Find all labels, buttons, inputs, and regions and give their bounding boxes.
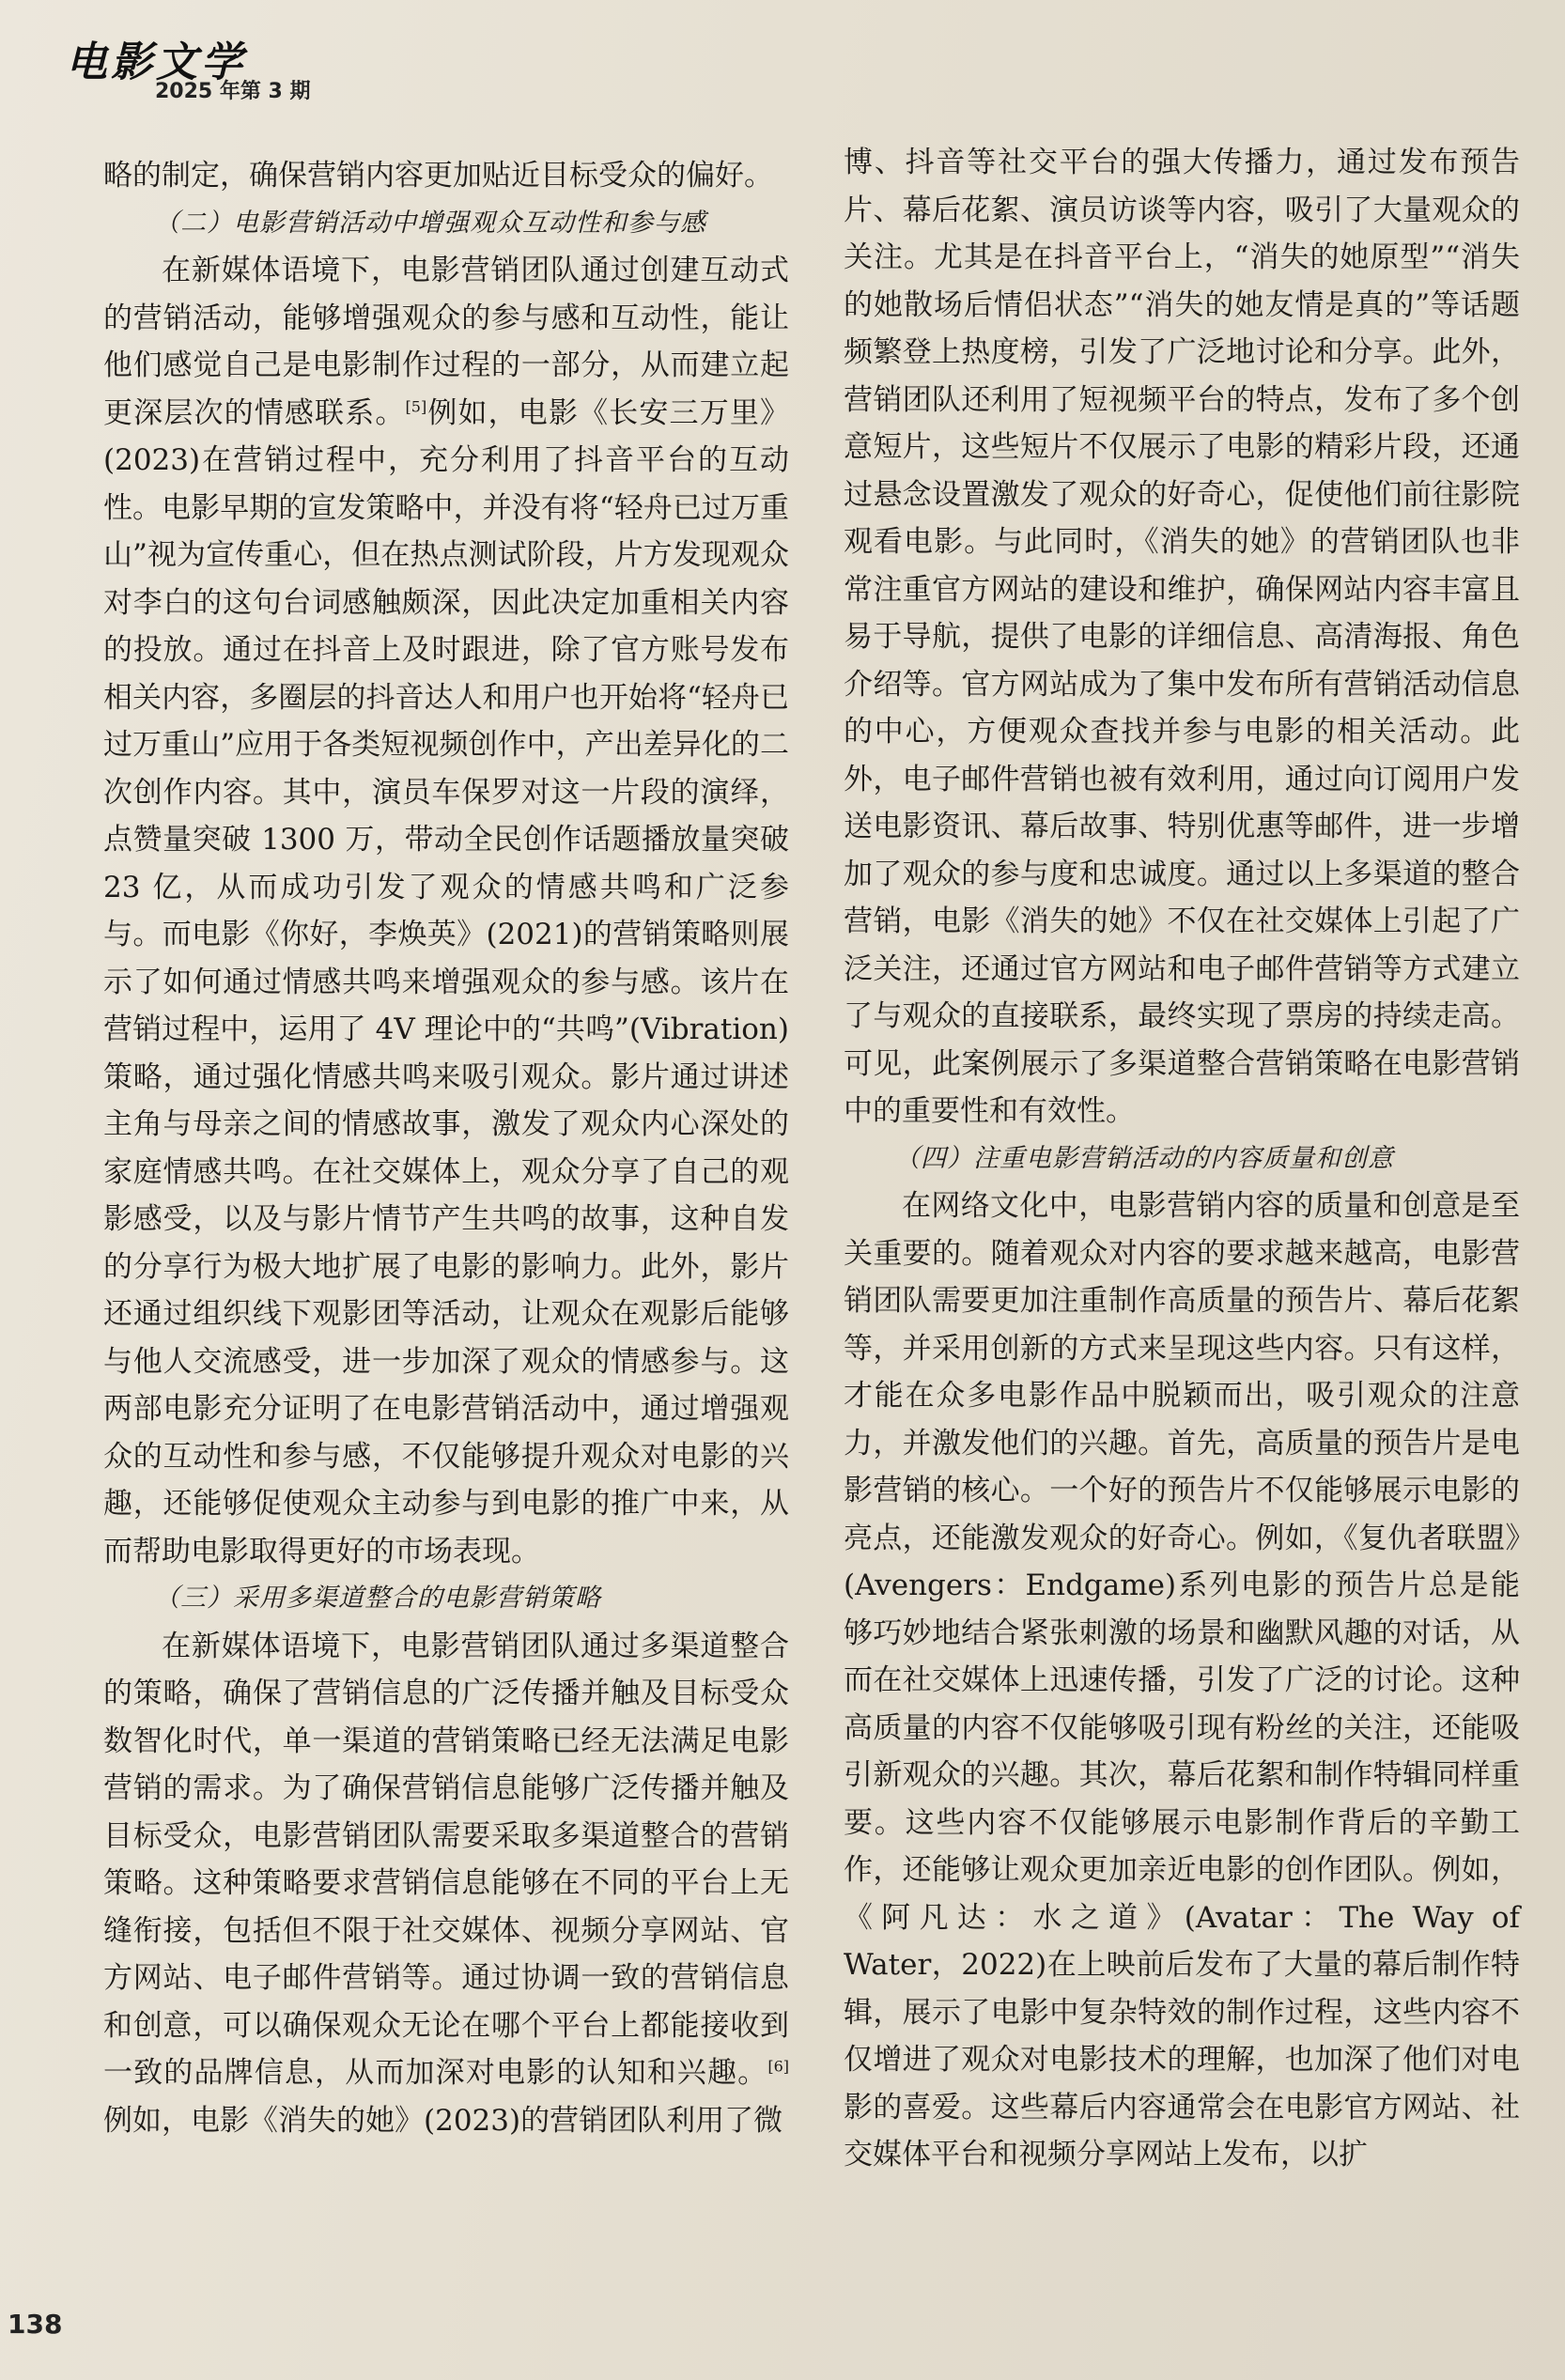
paragraph-text: 在新媒体语境下，电影营销团队通过多渠道整合的策略，确保了营销信息的广泛传播并触及目标受众数智化时代，单一渠道的营销策略已经无法满足电影营销的需求。为了确保营销信息能够广泛传播并触及目标受众，电影营销团队需要采取多渠道整合的营销策略。这种策略要求营销信息能够在不同的平台上无缝衔接，包括但不限于社交媒体、视频分享网站、官方网站、电子邮件营销等。通过协调一致的营销信息和创意，可以确保观众无论在哪个平台上都能接收到一致的品牌信息，从而加深对电影的认知和兴趣。 [103, 1629, 789, 2090]
section-heading-4: （四）注重电影营销活动的内容质量和创意 [894, 1143, 1394, 1173]
paragraph [103, 1623, 789, 2145]
left-column [103, 152, 789, 2144]
right-column [844, 139, 1520, 2179]
journal-issue: 2025 年第 3 期 [155, 80, 311, 103]
section-heading-3: （三）采用多渠道整合的电影营销策略 [154, 1584, 601, 1613]
paragraph-text: 例如，电影《长安三万里》(2023)在营销过程中，充分利用了抖音平台的互动性。电影早期的宣发策略中，并没有将“轻舟已过万重山”视为宣传重心，但在热点测试阶段，片方发现观众对李白的这句台词感触颇深，因此决定加重相关内容的投放。通过在抖音上及时跟进，除了官方账号发布相关内容，多圈层的抖音达人和用户也开始将“轻舟已过万重山”应用于各类短视频创作中，产出差异化的二次创作内容。其中，演员车保罗对这一片段的演绎，点赞量突破 1300 万，带动全民创作话题播放量突破 23 亿，从而成功引发了观众的情感共鸣和广泛参与。而电影《你好，李焕英》(2021)的营销策略则展示了如何通过情感共鸣来增强观众的参与感。该片在营销过程中，运用了 4V 理论中的“共鸣”(Vibration)策略，通过强化情感共鸣来吸引观众。影片通过讲述主角与母亲之间的情感故事，激发了观众内心深处的家庭情感共鸣。在社交媒体上，观众分享了自己的观影感受，以及与影片情节产生共鸣的故事，这种自发的分享行为极大地扩展了电影的影响力。此外，影片还通过组织线下观影团等活动，让观众在观影后能够与他人交流感受，进一步加深了观众的情感参与。这两部电影充分证明了在电影营销活动中，通过增强观众的互动性和参与感，不仅能够提升观众对电影的兴趣，还能够促使观众主动参与到电影的推广中来，从而帮助电影取得更好的市场表现。 [103, 395, 790, 1569]
paragraph-text: 在新媒体语境下，电影营销团队通过创建互动式的营销活动，能够增强观众的参与感和互动性，能让他们感觉自己是电影制作过程的一部分，从而建立起更深层次的情感联系。 [103, 254, 789, 430]
paragraph-text: 例如，电影《消失的她》(2023)的营销团队利用了微 [103, 2103, 783, 2138]
paragraph [103, 247, 789, 1575]
page-number: 138 [8, 2309, 63, 2340]
reference-marker: [5] [405, 397, 427, 416]
journal-title: 电影文学 [66, 39, 246, 86]
paragraph: 略的制定，确保营销内容更加贴近目标受众的偏好。 [103, 159, 773, 193]
reference-marker: [6] [767, 2057, 789, 2076]
paragraph: 在网络文化中，电影营销内容的质量和创意是至关重要的。随着观众对内容的要求越来越高，电影营销团队需要更加注重制作高质量的预告片、幕后花絮等，并采用创新的方式来呈现这些内容。只有这样，才能在众多电影作品中脱颖而出，吸引观众的注意力，并激发他们的兴趣。首先，高质量的预告片是电影营销的核心。一个好的预告片不仅能够展示电影的亮点，还能激发观众的好奇心。例如，《复仇者联盟》(Avengers：Endgame)系列电影的预告片总是能够巧妙地结合紧张刺激的场景和幽默风趣的对话，从而在社交媒体上迅速传播，引发了广泛的讨论。这种高质量的内容不仅能够吸引现有粉丝的关注，还能吸引新观众的兴趣。其次，幕后花絮和制作特辑同样重要。这些内容不仅能够展示电影制作背后的辛勤工作，还能够让观众更加亲近电影的创作团队。例如，《阿凡达：水之道》(Avatar：The Way of Water，2022)在上映前后发布了大量的幕后制作特辑，展示了电影中复杂特效的制作过程，这些内容不仅增进了观众对电影技术的理解，也加深了他们对电影的喜爱。这些幕后内容通常会在电影官方网站、社交媒体平台和视频分享网站上发布，以扩 [844, 1189, 1520, 2171]
paragraph: 博、抖音等社交平台的强大传播力，通过发布预告片、幕后花絮、演员访谈等内容，吸引了大量观众的关注。尤其是在抖音平台上，“消失的她原型”“消失的她散场后情侣状态”“消失的她友情是真的”等话题频繁登上热度榜，引发了广泛地讨论和分享。此外，营销团队还利用了短视频平台的特点，发布了多个创意短片，这些短片不仅展示了电影的精彩片段，还通过悬念设置激发了观众的好奇心，促使他们前往影院观看电影。与此同时，《消失的她》的营销团队也非常注重官方网站的建设和维护，确保网站内容丰富且易于导航，提供了电影的详细信息、高清海报、角色介绍等。官方网站成为了集中发布所有营销活动信息的中心，方便观众查找并参与电影的相关活动。此外，电子邮件营销也被有效利用，通过向订阅用户发送电影资讯、幕后故事、特别优惠等邮件，进一步增加了观众的参与度和忠诚度。通过以上多渠道的整合营销，电影《消失的她》不仅在社交媒体上引起了广泛关注，还通过官方网站和电子邮件营销等方式建立了与观众的直接联系，最终实现了票房的持续走高。可见，此案例展示了多渠道整合营销策略在电影营销中的重要性和有效性。 [844, 146, 1520, 1128]
section-heading-2: （二）电影营销活动中增强观众互动性和参与感 [154, 208, 706, 238]
